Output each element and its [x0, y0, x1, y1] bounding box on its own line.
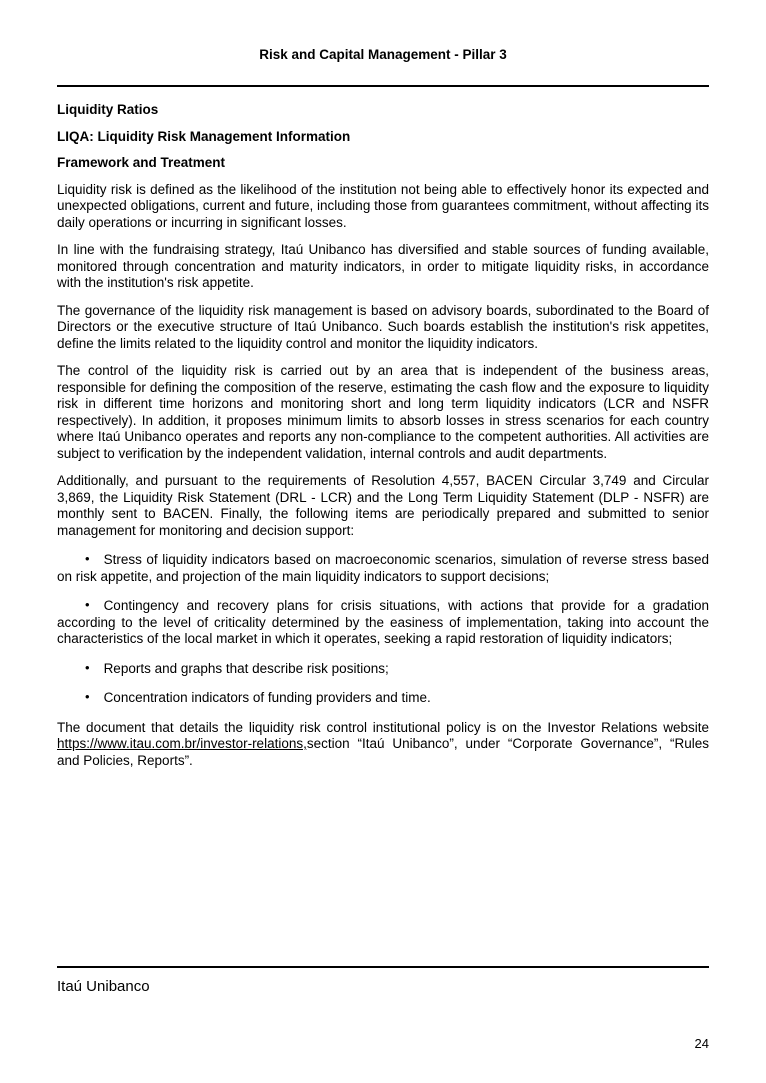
closing-text-before-link: The document that details the liquidity risk control institutional policy is on the Investor Relations website	[57, 719, 709, 735]
footer-brand: Itaú Unibanco	[57, 978, 150, 995]
investor-relations-link[interactable]: https://www.itau.com.br/investor-relations,	[57, 736, 307, 751]
bullet-icon: •	[85, 689, 90, 704]
bullet-text: Reports and graphs that describe risk positions;	[103, 660, 389, 676]
document-body	[0, 87, 766, 769]
bullet-item-contingency-plans	[57, 598, 709, 648]
paragraph-fundraising-strategy: In line with the fundraising strategy, Itaú Unibanco has diversified and stable sources of funding available, monitored through concentration and maturity indicators, in order to mitigate liquidity risks, in accordance with the institution's risk appetite.	[57, 242, 709, 290]
closing-paragraph	[57, 720, 709, 770]
footer-divider	[57, 966, 709, 968]
bullet-item-reports-graphs	[57, 661, 709, 678]
bullet-list	[57, 552, 709, 707]
bullet-text: Concentration indicators of funding providers and time.	[103, 690, 431, 705]
paragraph-governance: The governance of the liquidity risk management is based on advisory boards, subordinated to the Board of Directors or the executive structure of Itaú Unibanco. Such boards establish the institution's risk appetites, define the limits related to the liquidity control and monitor the liquidity indicators.	[57, 302, 709, 351]
paragraph-liquidity-risk-definition: Liquidity risk is defined as the likelihood of the institution not being able to effectively honor its expected and unexpected obligations, current and future, including those from guarantees commitment, without affecting its daily operations or incurring in significant losses.	[57, 181, 709, 230]
document-title: Risk and Capital Management - Pillar 3	[259, 47, 507, 62]
heading-framework-and-treatment: Framework and Treatment	[57, 155, 226, 170]
paragraph-regulatory-requirements: Additionally, and pursuant to the requirements of Resolution 4,557, BACEN Circular 3,749 and Circular 3,869, the Liquidity Risk Statement (DRL - LCR) and the Long Term Liquidity Statement (DLP - NSFR) are monthly sent to BACEN. Finally, the following items are periodically prepared and submitted to senior management for monitoring and decision support:	[57, 473, 709, 538]
closing-text-after-link: section “Itaú Unibanco”, under “Corporate Governance”, “Rules and Policies, Reports”.	[57, 736, 709, 768]
bullet-item-stress-indicators	[57, 552, 709, 585]
bullet-icon: •	[85, 597, 90, 612]
bullet-item-concentration-indicators	[57, 690, 709, 707]
bullet-text: Contingency and recovery plans for crisis situations, with actions that provide for a gradation according to the level of criticality determined by the easiness of implementation, taking into account the characteristics of the local market in which it operates, seeking a rapid restoration of liquidity indicators;	[57, 598, 709, 646]
heading-liquidity-ratios: Liquidity Ratios	[57, 102, 159, 117]
paragraph-liquidity-risk-control: The control of the liquidity risk is carried out by an area that is independent of the business areas, responsible for defining the composition of the reserve, estimating the cash flow and the exposure to liquidity risk in different time horizons and monitoring short and long term liquidity indicators (LCR and NSFR respectively). In addition, it proposes minimum limits to absorb losses in stress scenarios for each country where Itaú Unibanco operates and reports any non-compliance to the competent authorities. All activities are subject to verification by the independent validation, internal controls and audit departments.	[57, 363, 709, 461]
bullet-icon: •	[85, 659, 90, 675]
page-number: 24	[694, 1036, 709, 1051]
heading-liqa: LIQA: Liquidity Risk Management Information	[57, 128, 351, 144]
bullet-text: Stress of liquidity indicators based on macroeconomic scenarios, simulation of reverse stress based on risk appetite, and projection of the main liquidity indicators to support decisions;	[57, 552, 709, 584]
bullet-icon: •	[85, 551, 90, 566]
page-footer	[57, 966, 709, 995]
